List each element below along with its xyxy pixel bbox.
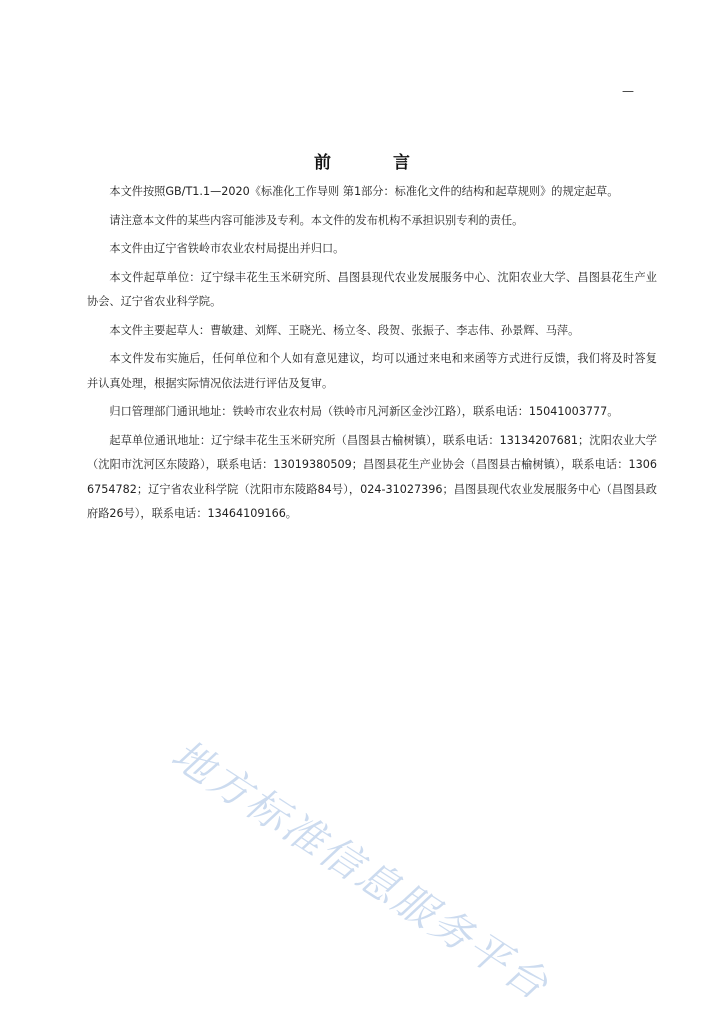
foreword-body (87, 180, 657, 531)
paragraph-proposer: 本文件由辽宁省铁岭市农业农村局提出并归口。 (109, 242, 345, 255)
watermark: 地方标准信息服务平台 (163, 730, 559, 1011)
page-number-mark: — (622, 84, 634, 98)
paragraph-drafting-rules: 本文件按照GB/T1.1—2020《标准化工作导则 第1部分：标准化文件的结构和起草规则》的规定起草。 (109, 185, 619, 198)
page-title: 前 言 (314, 153, 438, 173)
paragraph-drafters: 本文件主要起草人：曹敏建、刘辉、王晓光、杨立冬、段贺、张振子、李志伟、孙景辉、马萍。 (109, 323, 580, 337)
paragraph-unit-addresses: 起草单位通讯地址：辽宁绿丰花生玉米研究所（昌图县古榆树镇），联系电话：13134207681；沈阳农业大学（沈阳市沈河区东陵路），联系电话：13019380509；昌图县花生产业协会（昌图县古榆树镇），联系电话：13066754782；辽宁省农业科学院（沈阳市东陵路84号），024-31027396；昌图县现代农业发展服务中心（昌图县政府路26号），联系电话：13464109166。 (87, 433, 657, 520)
paragraph-feedback: 本文件发布实施后，任何单位和个人如有意见建议，均可以通过来电和来函等方式进行反馈，我们将及时答复并认真处理，根据实际情况依法进行评估及复审。 (87, 352, 657, 390)
paragraph-patent-notice: 请注意本文件的某些内容可能涉及专利。本文件的发布机构不承担识别专利的责任。 (109, 213, 524, 227)
paragraph-admin-address: 归口管理部门通讯地址：铁岭市农业农村局（铁岭市凡河新区金沙江路），联系电话：15041003777。 (109, 405, 619, 418)
paragraph-drafting-units: 本文件起草单位：辽宁绿丰花生玉米研究所、昌图县现代农业发展服务中心、沈阳农业大学、昌图县花生产业协会、辽宁省农业科学院。 (87, 270, 657, 308)
